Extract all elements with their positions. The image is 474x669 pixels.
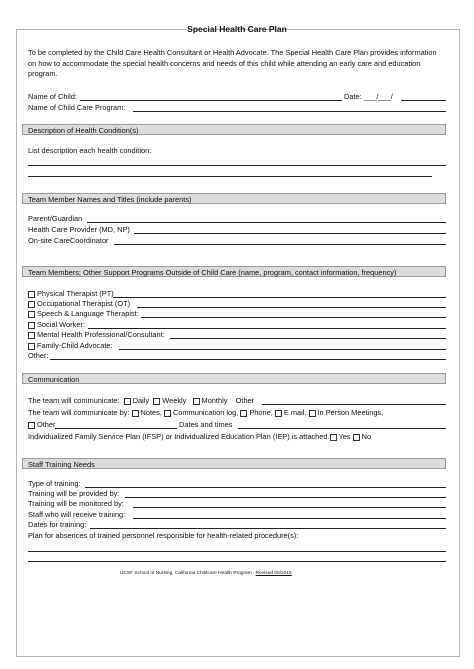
ot-line[interactable] [137,307,446,308]
communicate-frequency-row: The team will communicate: Daily Weekly Monthly Other [28,396,255,405]
training-staff-line[interactable] [133,518,446,519]
checkbox-monthly[interactable] [193,398,200,405]
section-training-title: Staff Training Needs [28,460,95,469]
checkbox-other[interactable] [28,422,35,429]
condition-line-1[interactable] [28,165,446,166]
section-support-title: Team Members; Other Support Programs Outside of Child Care (name, program, contact information, frequency) [28,268,397,277]
provider-label: Health Care Provider (MD, NP) [28,225,130,234]
support-other-line[interactable] [50,359,446,360]
training-monitored-label: Training will be monitored by: [28,499,124,508]
footer-org: UCSF School of Nursing, California Childcare Health Program [120,571,252,576]
coordinator-line[interactable] [114,244,446,245]
checkbox[interactable] [28,332,35,339]
condition-prompt: List description each health condition: [28,146,152,155]
checkbox-daily[interactable] [124,398,131,405]
checkbox-meetings[interactable] [309,410,316,417]
intro-text: To be completed by the Child Care Health Consultant or Health Advocate. The Special Health Care Plan provides information on how to accommodate the special health concerns and needs of this child while attending an early care and education program. [28,48,437,78]
date-label: Date: [344,92,362,101]
form-title: Special Health Care Plan [187,24,287,34]
checkbox-weekly[interactable] [153,398,160,405]
training-provided-line[interactable] [125,497,446,498]
training-monitored-line[interactable] [133,507,446,508]
section-training-header [22,458,446,469]
training-plan-label: Plan for absences of trained personnel responsible for health-related procedure(s): [28,531,299,540]
section-support-header [22,266,446,277]
comm-other-line[interactable] [55,428,177,429]
training-dates-label: Dates for training: [28,520,87,529]
support-item-social[interactable]: Social Worker: [28,320,85,330]
section-communication-title: Communication [28,375,80,384]
support-item-ot[interactable]: Occupational Therapist (OT) [28,299,130,309]
training-plan-line-2[interactable] [28,561,446,562]
training-plan-line-1[interactable] [28,551,446,552]
program-label: Name of Child Care Program: [28,103,126,112]
section-condition-title: Description of Health Condition(s) [28,126,139,135]
program-line[interactable] [133,111,446,112]
footer [120,571,292,576]
communicate-other-row: Other [28,420,55,430]
training-type-label: Type of training: [28,479,81,488]
section-condition-header [22,124,446,135]
footer-revised: Revised 08/2015 [255,571,292,576]
checkbox-email[interactable] [275,410,282,417]
checkbox-notes[interactable] [132,410,139,417]
section-team-header [22,193,446,204]
speech-line[interactable] [141,317,446,318]
checkbox[interactable] [28,343,35,350]
support-other-label: Other: [28,351,49,360]
training-staff-label: Staff who will receive training: [28,510,126,519]
ifsp-row: Individualized Family Service Plan (IFSP) or Individualized Education Plan (IEP) is attached. Yes No [28,432,372,441]
checkbox[interactable] [28,322,35,329]
checkbox[interactable] [28,291,35,298]
section-team-title: Team Member Names and Titles (include parents) [28,195,192,204]
checkbox[interactable] [28,301,35,308]
mental-line[interactable] [170,338,446,339]
support-item-pt[interactable]: Physical Therapist (PT) [28,289,114,299]
parent-label: Parent/Guardian [28,214,83,223]
checkbox-yes[interactable] [330,434,337,441]
training-provided-label: Training will be provided by: [28,489,120,498]
training-type-line[interactable] [85,487,446,488]
child-name-label: Name of Child: [28,92,77,101]
dates-times-line[interactable] [238,428,446,429]
condition-line-2[interactable] [28,176,432,177]
advocate-line[interactable] [119,349,446,350]
support-item-advocate[interactable]: Family-Child Advocate: [28,341,113,351]
date-slots[interactable]: ___/___/ [364,92,393,101]
date-year-line[interactable] [401,100,446,101]
support-item-speech[interactable]: Speech & Language Therapist: [28,309,139,319]
section-communication-header [22,373,446,384]
training-dates-line[interactable] [90,528,446,529]
child-name-line[interactable] [80,100,342,101]
frequency-other-line[interactable] [262,404,446,405]
checkbox-log[interactable] [164,410,171,417]
pt-line[interactable] [113,297,446,298]
checkbox[interactable] [28,311,35,318]
provider-line[interactable] [134,233,446,234]
social-line[interactable] [88,328,446,329]
checkbox-phone[interactable] [240,410,247,417]
dates-times-label: Dates and times [179,420,233,429]
coordinator-label: On-site CareCoordinator [28,236,109,245]
support-item-mental[interactable]: Mental Health Professional/Consultant: [28,330,165,340]
parent-line[interactable] [87,222,446,223]
communicate-method-row: The team will communicate by: Notes, Communication log, Phone, E mail, In Person Meetings, [28,408,384,417]
checkbox-no[interactable] [353,434,360,441]
